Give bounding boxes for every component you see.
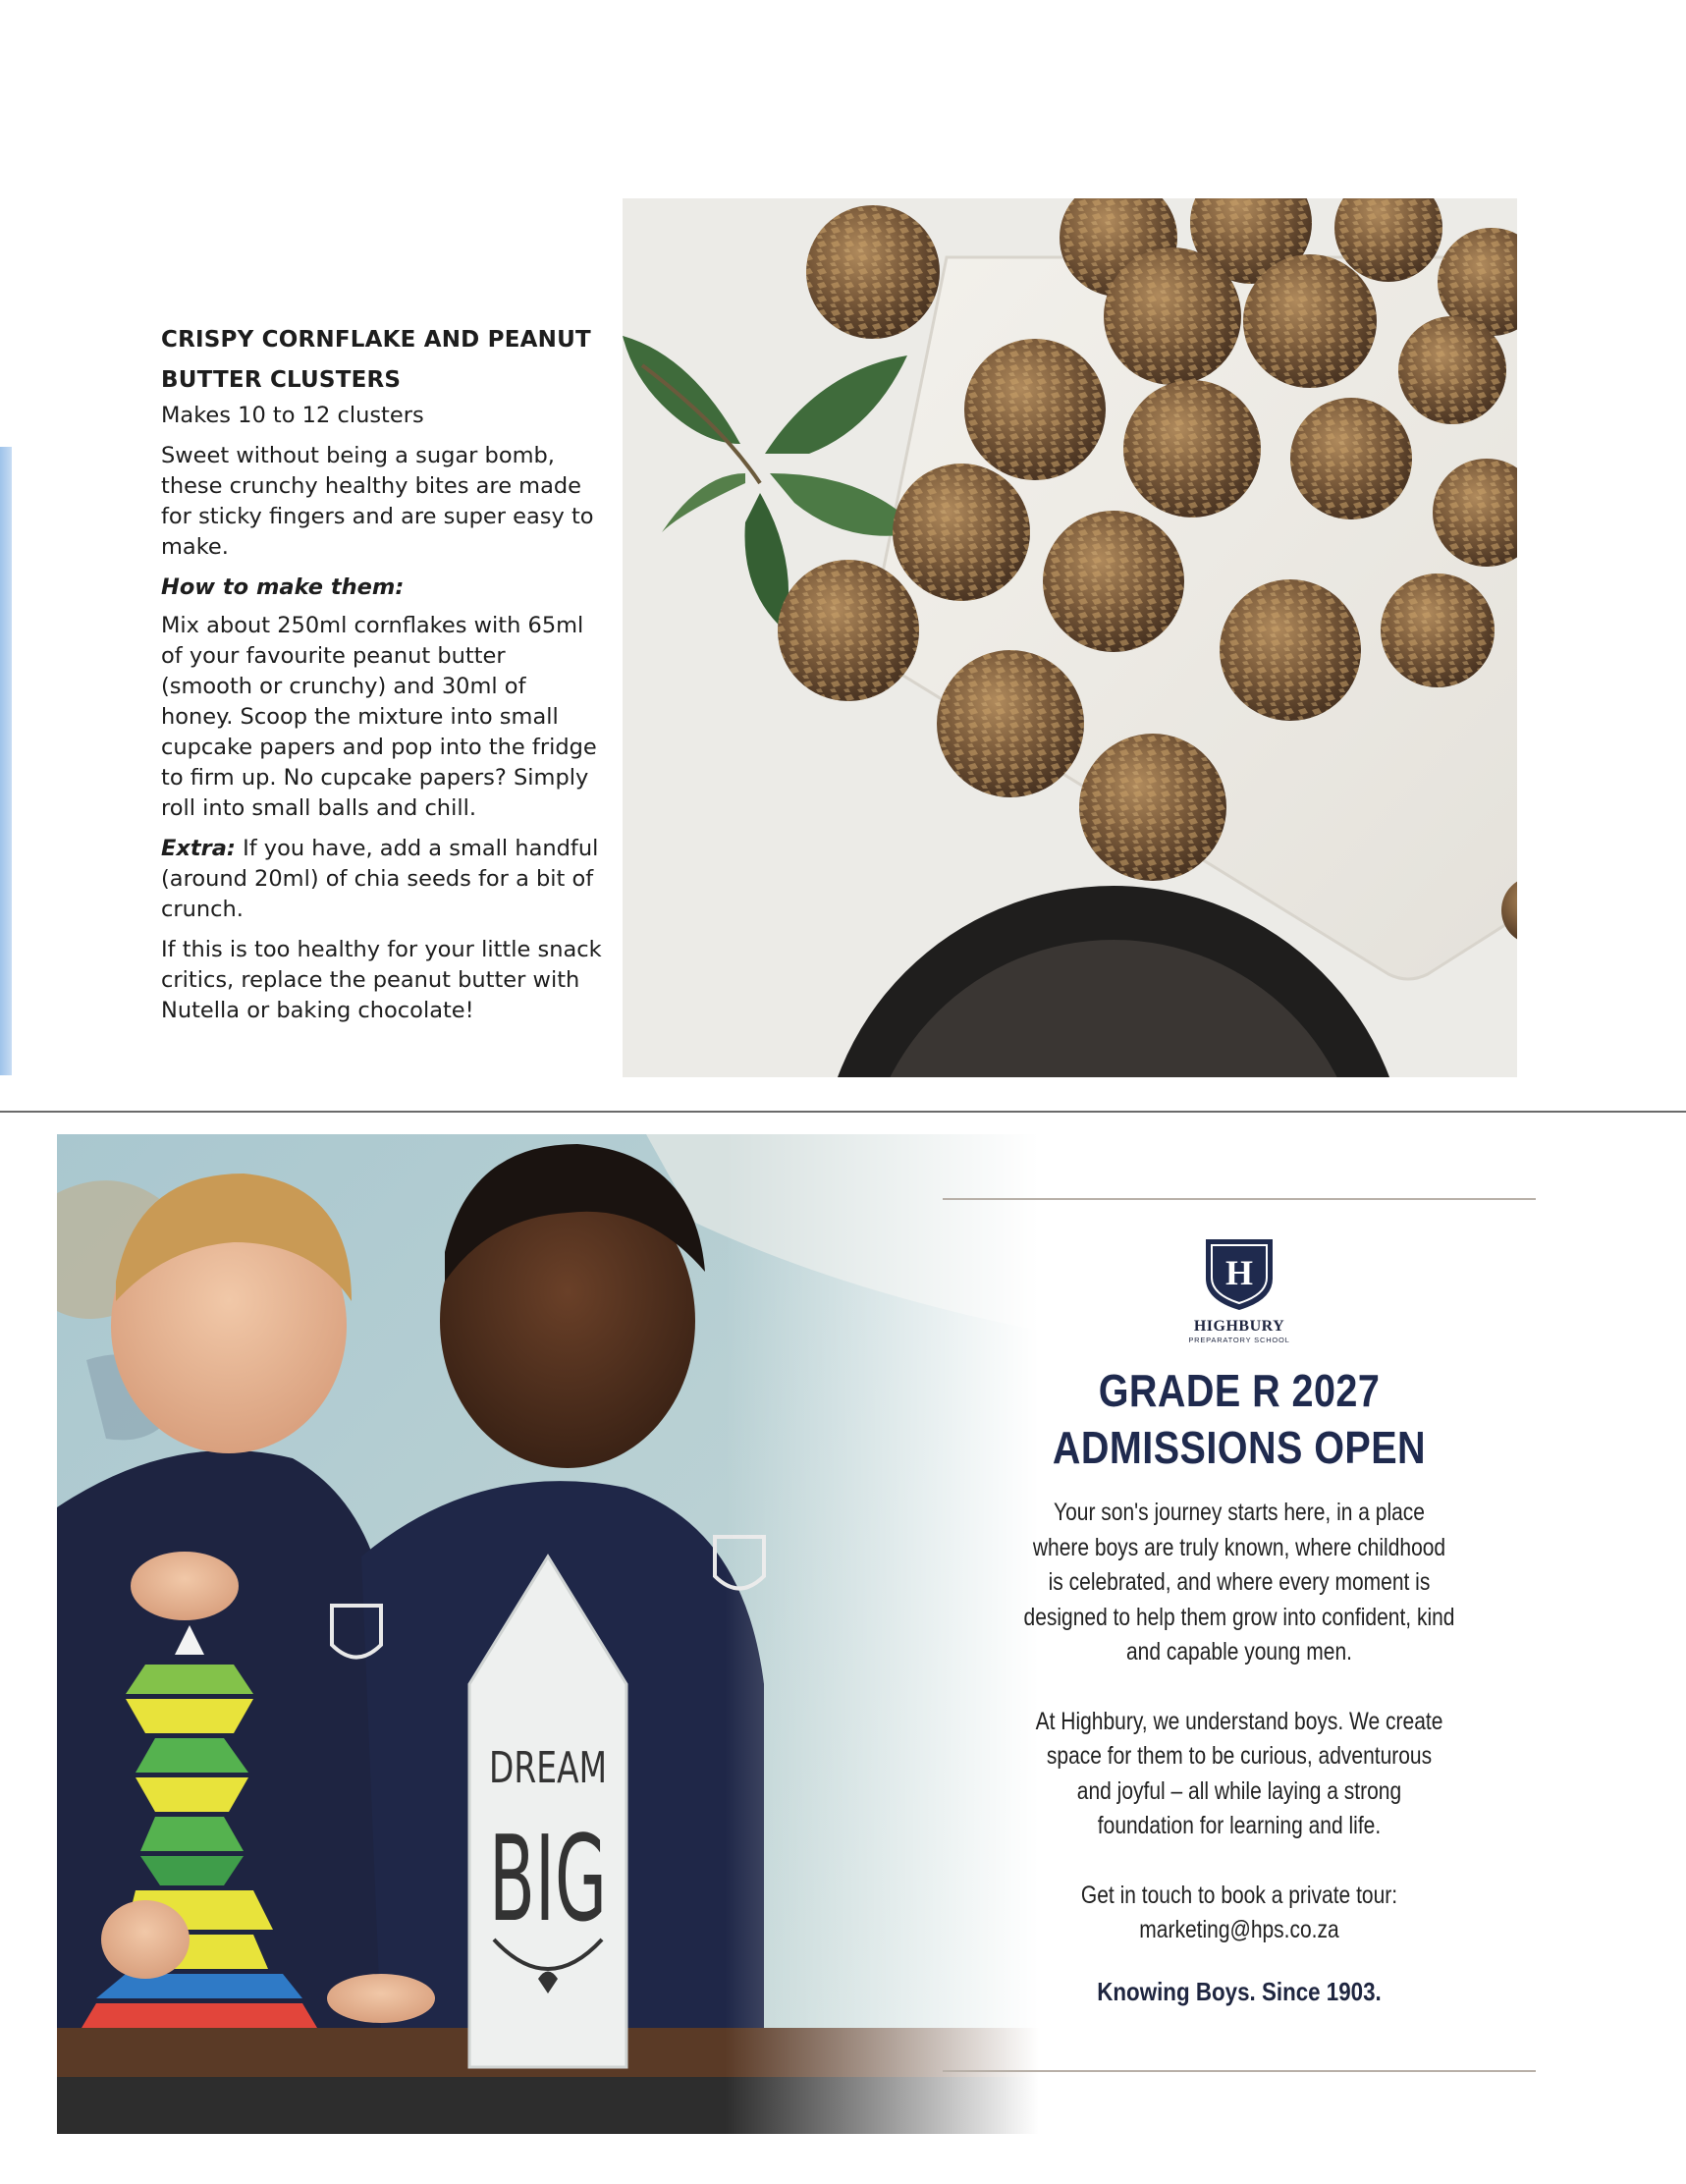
ad-contact [990, 1879, 1488, 1948]
recipe-title-line-1: CRISPY CORNFLAKE AND PEANUT [161, 327, 591, 353]
admissions-headline [984, 1362, 1494, 1476]
ad-paragraph-2: At Highbury, we understand boys. We create space for them to be curious, adventurous and joyful – all while laying a strong foundation for learning and life. [1035, 1707, 1443, 1839]
recipe-yield: Makes 10 to 12 clusters [161, 403, 424, 428]
left-page-edge-strip [0, 447, 12, 1075]
page-divider [0, 1111, 1686, 1113]
ad-paragraph-1: Your son's journey starts here, in a place where boys are truly known, where childhood is celebrated, and where every moment is designed to help them grow into confident, kind and capable young men. [1023, 1499, 1455, 1665]
cornflake-clusters-photo [623, 198, 1517, 1077]
recipe-how-heading: How to make them: [161, 574, 405, 600]
school-name: HIGHBURY [1193, 1318, 1285, 1335]
highbury-crest-logo [1200, 1235, 1278, 1312]
ad-tagline: Knowing Boys. Since 1903. [1097, 1976, 1382, 2006]
headline-line-1: GRADE R 2027 [1098, 1365, 1381, 1416]
recipe-method: Mix about 250ml cornflakes with 65ml of your favourite peanut butter (smooth or crunchy) and 30ml of honey. Scoop the mixture into small cupcake papers and pop into the fridge to firm up. No cupcake papers? Simply roll into small balls and chill. [161, 613, 597, 821]
boys-building-blocks-photo [57, 1134, 1039, 2134]
ad-bottom-rule [943, 2070, 1536, 2072]
crest-letter: H [1224, 1253, 1254, 1292]
recipe-extra [161, 834, 603, 925]
contact-line: Get in touch to book a private tour: [1080, 1881, 1398, 1909]
school-subtitle: PREPARATORY SCHOOL [1188, 1336, 1290, 1344]
recipe-intro: Sweet without being a sugar bomb, these crunchy healthy bites are made for sticky fingers and are super easy to make. [161, 443, 594, 560]
recipe-extra-label: Extra: [161, 836, 236, 861]
contact-email[interactable]: marketing@hps.co.za [1139, 1916, 1339, 1943]
recipe-title-line-2: BUTTER CLUSTERS [161, 367, 402, 393]
recipe-article [161, 320, 603, 1036]
recipe-title [161, 320, 603, 401]
ad-body [990, 1496, 1488, 1948]
headline-line-2: ADMISSIONS OPEN [1052, 1422, 1427, 1473]
recipe-extra-text: If you have, add a small handful (around 20ml) of chia seeds for a bit of crunch. [161, 836, 599, 922]
admissions-ad [943, 1235, 1536, 2007]
ad-top-rule [943, 1198, 1536, 1200]
recipe-tip: If this is too healthy for your little snack critics, replace the peanut butter with Nutella or baking chocolate! [161, 937, 602, 1023]
